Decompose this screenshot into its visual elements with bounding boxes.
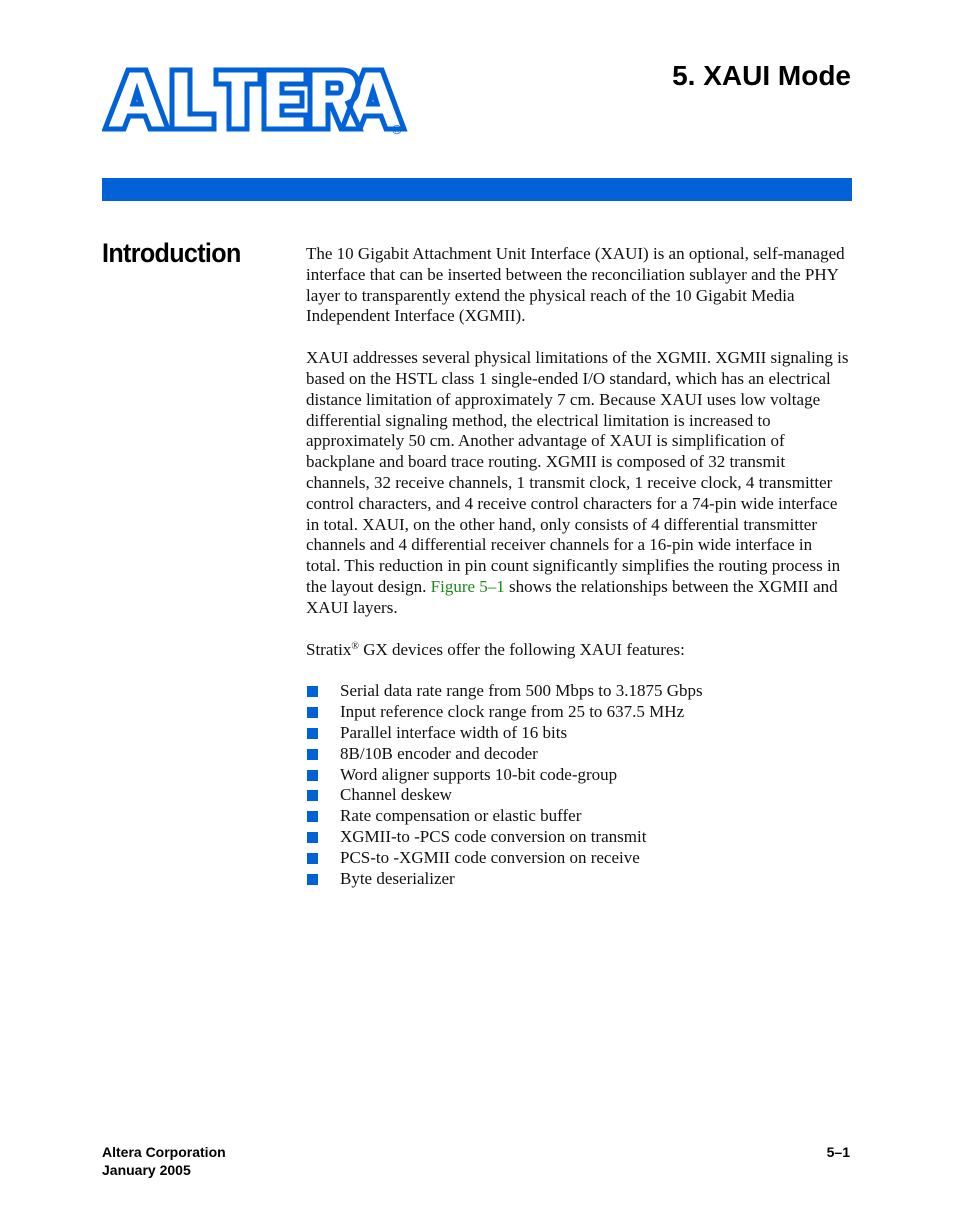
bullet-square-icon — [307, 811, 318, 822]
altera-logo — [102, 66, 412, 138]
list-item — [306, 827, 850, 848]
list-item — [306, 744, 850, 765]
list-item — [306, 765, 850, 786]
list-item-text: Parallel interface width of 16 bits — [340, 722, 568, 742]
bullet-square-icon — [307, 853, 318, 864]
limitations-text: XAUI addresses several physical limitations of the XGMII. XGMII signaling is based on the HSTL class 1 single-ended I/O standard, which has an electrical distance limitation of approximately 7 cm. Because XAUI uses low voltage differential signaling method, the electrical limitation is increased to approximately 50 cm. Another advantage of XAUI is simplification of backplane and board trace routing. XGMII is composed of 32 transmit channels, 32 receive channels, 1 transmit clock, 1 receive clock, 4 transmitter control characters, and 4 receive control characters for a 74-pin wide interface in total. XAUI, on the other hand, only consists of 4 differential transmitter channels and 4 differential receiver channels for a 16-pin wide interface in total. This reduction in pin count significantly simplifies the routing process in the layout design. — [306, 348, 849, 596]
section-body — [306, 244, 850, 889]
list-item-text: XGMII-to -PCS code conversion on transmit — [340, 826, 647, 846]
svg-text:®: ® — [392, 122, 402, 137]
registered-mark: ® — [351, 640, 359, 652]
list-item — [306, 848, 850, 869]
list-item — [306, 723, 850, 744]
list-item — [306, 869, 850, 890]
list-item — [306, 806, 850, 827]
bullet-square-icon — [307, 749, 318, 760]
section-heading: Introduction — [102, 238, 241, 268]
intro-paragraph: The 10 Gigabit Attachment Unit Interface (XAUI) is an optional, self-managed interface that can be inserted between the reconciliation sublayer and the PHY layer to transparently extend the physical reach of the 10 Gigabit Media Independent Interface (XGMII). — [306, 244, 845, 326]
figure-link[interactable]: Figure 5–1 — [430, 576, 505, 596]
footer-company: Altera Corporation — [102, 1144, 226, 1160]
list-item-text: Channel deskew — [340, 785, 452, 805]
bullet-square-icon — [307, 707, 318, 718]
bullet-square-icon — [307, 832, 318, 843]
bullet-square-icon — [307, 770, 318, 781]
feature-list — [306, 681, 850, 889]
features-intro-text: GX devices offer the following XAUI features: — [358, 639, 685, 659]
page-number: 5–1 — [826, 1144, 850, 1160]
list-item-text: Rate compensation or elastic buffer — [340, 806, 582, 826]
list-item — [306, 702, 850, 723]
list-item-text: Serial data rate range from 500 Mbps to 3.1875 Gbps — [340, 681, 703, 701]
footer-left — [102, 1143, 226, 1179]
stratix-text: Stratix — [306, 639, 352, 659]
limitations-paragraph — [306, 348, 850, 618]
bullet-square-icon — [307, 686, 318, 697]
list-item-text: PCS-to -XGMII code conversion on receive — [340, 847, 640, 867]
list-item-text: Byte deserializer — [340, 868, 455, 888]
list-item-text: Word aligner supports 10-bit code-group — [340, 764, 618, 784]
bullet-square-icon — [307, 874, 318, 885]
bullet-square-icon — [307, 728, 318, 739]
list-item — [306, 785, 850, 806]
list-item-text: 8B/10B encoder and decoder — [340, 743, 538, 763]
bullet-square-icon — [307, 790, 318, 801]
list-item — [306, 681, 850, 702]
features-intro — [306, 640, 850, 661]
header-divider-bar — [102, 178, 852, 201]
chapter-title: 5. XAUI Mode — [672, 60, 851, 91]
footer-date: January 2005 — [102, 1162, 191, 1178]
limitations-text-end: shows the relationships between the XGMII and XAUI layers. — [306, 576, 838, 617]
list-item-text: Input reference clock range from 25 to 637.5 MHz — [340, 702, 685, 722]
